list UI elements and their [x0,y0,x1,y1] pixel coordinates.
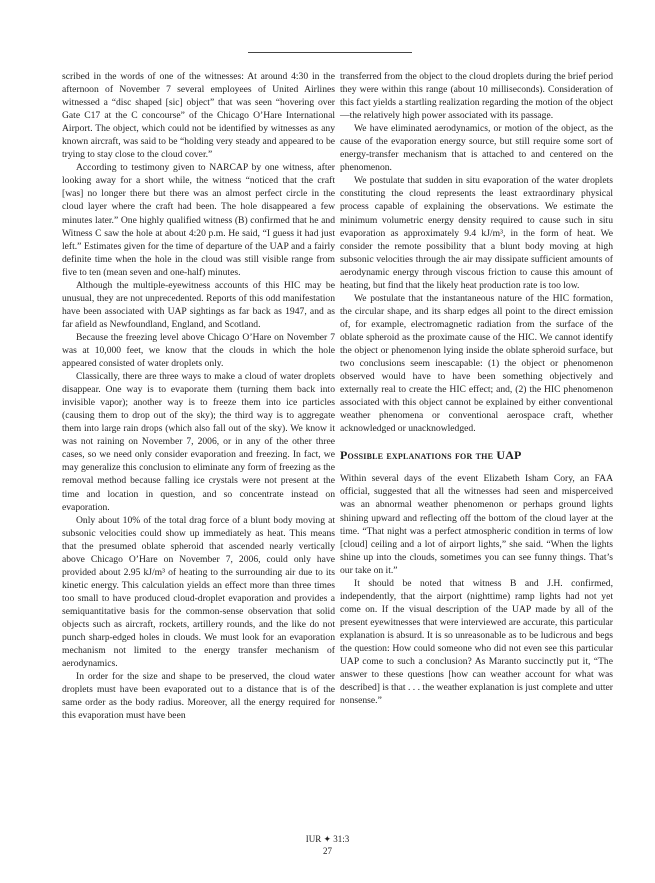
right-column [340,70,613,707]
header-rule [248,52,412,53]
paragraph: Only about 10% of the total drag force of a blunt body moving at subsonic velocities could show up immediately as heat. This means that the presumed oblate spheroid that ascended nearly vertically above Chicago O’Hare on November 7, 2006, could only have provided about 2.95 kJ/m³ of heating to the surrounding air due to its kinetic energy. This calculation yields an effect more than three times too small to have produced cloud-droplet evaporation and provides a semiquantitative basis for the common-sense observation that solid objects such as aircraft, rockets, artillery rounds, and the like do not punch sharp-edged holes in clouds. We must look for an evaporation mechanism not limited to the energy transfer mechanism of aerodynamics. [62,514,335,670]
paragraph: Although the multiple-eyewitness accounts of this HIC may be unusual, they are not unprecedented. Reports of this odd manifestation have been associated with UAP sightings as far back as 1947, and as far afield as Newfoundland, England, and Scotland. [62,279,335,330]
paragraph: We postulate that sudden in situ evaporation of the water droplets constituting the cloud represents the least extraordinary physical process capable of explaining the observations. We estimate the minimum volumetric energy density required to cause such in situ evaporation as approximately 9.4 kJ/m³, in the form of heat. We consider the remote possibility that a blunt body moving at high subsonic velocities through the air may dissipate sufficient amounts of aerodynamic energy through viscous friction to cause this amount of heating, but find that the likely heat production rate is too low. [340,175,613,291]
paragraph: transferred from the object to the cloud droplets during the brief period they were within this range (about 10 milliseconds). Consideration of this fact yields a startling realization regarding the motion of the object—the relatively high power associated with its passage. [340,71,613,122]
section-heading: Possible explanations for the UAP [340,448,522,463]
issue-number: 31:3 [333,834,350,844]
paragraph: We postulate that the instantaneous nature of the HIC formation, the circular shape, and its sharp edges all point to the direct emission of, for example, electromagnetic radiation from the surface of the oblate spheroid as the proximate cause of the HIC. We cannot identify the object or phenomenon lying inside the oblate spheroid surface, but two conclusions seem inescapable: (1) the object or phenomenon observed would have to have been something objectively and externally real to create the HIC effect; and, (2) the HIC phenomenon associated with this object cannot be explained by either conventional weather phenomena or conventional aerospace craft, whether acknowledged or unacknowledged. [340,292,613,435]
journal-issue-line [0,833,655,845]
journal-name: IUR [305,834,322,844]
paragraph: We have eliminated aerodynamics, or motion of the object, as the cause of the evaporation energy source, but still require some sort of energy-transfer mechanism that is attached to and centered on the phenomenon. [340,123,613,174]
paragraph: Within several days of the event Elizabeth Isham Cory, an FAA official, suggested that all the witnesses had seen and misperceived was an abnormal weather phenomenon or perhaps ground lights shining upward and reflecting off the bottom of the cloud layer at the time. “That night was a perfect atmospheric condition in terms of low [cloud] ceiling and a lot of airport lights,” she said. “When the lights shine up into the clouds, sometimes you can see funny things. That’s our take on it.” [340,473,613,576]
paragraph: According to testimony given to NARCAP by one witness, after looking away for a short while, the witness “noticed that the craft [was] no longer there but there was an almost perfect circle in the cloud layer where the craft had been. The hole disappeared a few minutes later.” One highly qualified witness (B) confirmed that he and Witness C saw the hole at about 4:20 p.m. He said, “I guess it had just left.” Estimates given for the time of departure of the UAP and a fairly definite time when the hole in the cloud was still visible range from five to ten (mean seven and one-half) minutes. [62,162,335,278]
page-footer [0,833,655,857]
paragraph: scribed in the words of one of the witnesses: At around 4:30 in the afternoon of November 7 several employees of United Airlines witnessed a “disc shaped [sic] object” that was seen “hovering over Gate C17 at the C concourse” of the Chicago O’Hare International Airport. The object, which could not be identified by witnesses as any known aircraft, was said to be “holding very steady and appeared to be trying to stay close to the cloud cover.” [62,71,335,161]
paragraph: Because the freezing level above Chicago O’Hare on November 7 was at 10,000 feet, we know that the clouds in which the hole appeared consisted of water droplets only. [62,331,335,370]
paragraph: It should be noted that witness B and J.H. confirmed, independently, that the airport (nighttime) ramp lights had not yet come on. If the visual description of the UAP made by all of the present eyewitnesses that were interviewed are accurate, this particular explanation is absurd. It is so unreasonable as to be ludicrous and begs the question: How could someone who did not even see this particular UAP come to such a conclusion? As Maranto succinctly put it, “The answer to these questions [how can weather account for what was described] is that . . . the weather explanation is just complete and utter nonsense.” [340,577,613,707]
page-number: 27 [323,846,332,856]
diamond-separator-icon: ✦ [323,834,332,844]
paragraph: Classically, there are three ways to make a cloud of water droplets disappear. One way is to evaporate them (turning them back into invisible vapor); another way is to freeze them into ice particles (causing them to drop out of the sky); the third way is to aggregate them into large rain drops (which also fall out of the sky). We know it was not raining on November 7, 2006, or in any of the other three cases, so we need only consider evaporation and freezing. In fact, we may generalize this conclusion to eliminate any form of freezing as the removal method because falling ice crystals were not present at the time and location in question, and so concentrate instead on evaporation. [62,371,335,513]
left-column [62,70,335,722]
paragraph: In order for the size and shape to be preserved, the cloud water droplets must have been evaporated out to a distance that is of the same order as the body radius. Moreover, all the energy required for this evaporation must have been [62,671,335,722]
